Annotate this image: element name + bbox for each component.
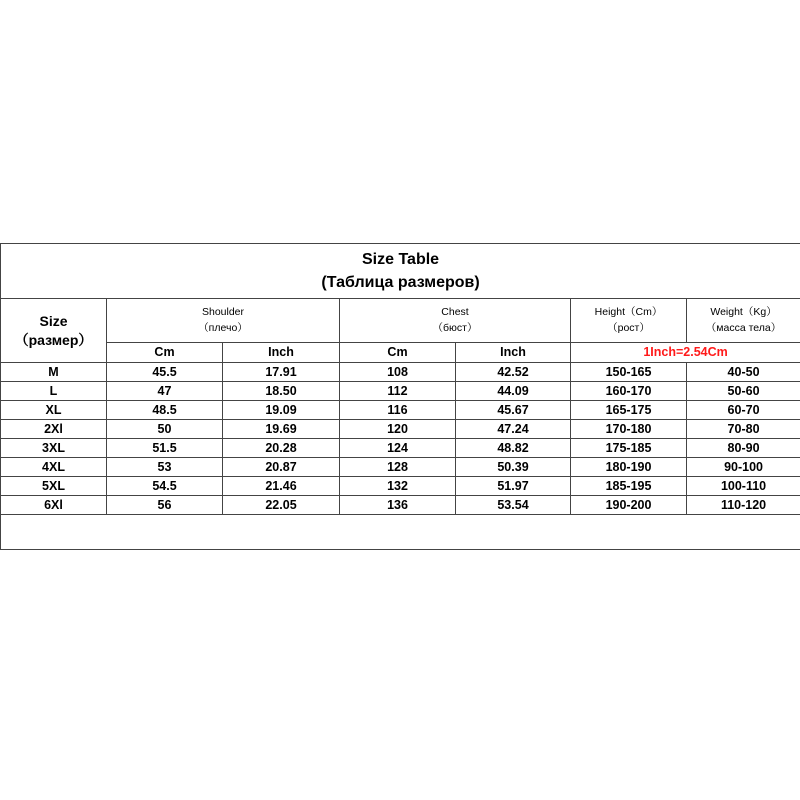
table-row: [1, 477, 800, 496]
cell-chest-cm: 136: [340, 496, 456, 515]
chest-header-label: Chest: [441, 306, 469, 319]
cell-shoulder-cm: 48.5: [107, 401, 223, 420]
cell-size: 6Xl: [1, 496, 107, 515]
shoulder-inch-unit: Inch: [223, 343, 340, 363]
cell-chest-inch: 50.39: [456, 458, 571, 477]
shoulder-column-header: [107, 299, 340, 343]
weight-header-translation: （масса тела）: [705, 321, 782, 334]
cell-weight: 110-120: [687, 496, 800, 515]
shoulder-cm-unit: Cm: [107, 343, 223, 363]
shoulder-header-translation: （плечо）: [198, 321, 248, 334]
cell-shoulder-inch: 18.50: [223, 382, 340, 401]
cell-chest-cm: 120: [340, 420, 456, 439]
table-title: Size Table: [362, 250, 440, 268]
cell-weight: 100-110: [687, 477, 800, 496]
cell-shoulder-inch: 19.69: [223, 420, 340, 439]
cell-weight: 80-90: [687, 439, 800, 458]
cell-chest-inch: 53.54: [456, 496, 571, 515]
cell-size: 2Xl: [1, 420, 107, 439]
table-title-cell: [1, 244, 800, 299]
height-column-header: [571, 299, 687, 343]
shoulder-header-label: Shoulder: [201, 306, 245, 319]
cell-chest-cm: 128: [340, 458, 456, 477]
size-chart: [0, 243, 800, 557]
weight-column-header: [687, 299, 800, 343]
size-column-header: [1, 299, 107, 363]
cell-shoulder-cm: 45.5: [107, 363, 223, 382]
cell-size: 3XL: [1, 439, 107, 458]
cell-height: 190-200: [571, 496, 687, 515]
cell-chest-cm: 108: [340, 363, 456, 382]
cell-shoulder-cm: 54.5: [107, 477, 223, 496]
cell-size: L: [1, 382, 107, 401]
cell-height: 180-190: [571, 458, 687, 477]
cell-height: 175-185: [571, 439, 687, 458]
cell-chest-cm: 132: [340, 477, 456, 496]
weight-header-label: Weight（Kg）: [710, 306, 777, 319]
cell-chest-inch: 42.52: [456, 363, 571, 382]
chest-column-header: [340, 299, 571, 343]
cell-height: 150-165: [571, 363, 687, 382]
cell-chest-inch: 48.82: [456, 439, 571, 458]
cell-height: 185-195: [571, 477, 687, 496]
cell-chest-inch: 45.67: [456, 401, 571, 420]
cell-shoulder-inch: 20.87: [223, 458, 340, 477]
table-row: [1, 439, 800, 458]
chest-cm-unit: Cm: [340, 343, 456, 363]
cell-weight: 60-70: [687, 401, 800, 420]
table-subtitle: (Таблица размеров): [321, 274, 480, 291]
cell-weight: 50-60: [687, 382, 800, 401]
height-header-translation: （рост）: [607, 321, 650, 334]
size-header-translation: （размер）: [14, 331, 93, 348]
cell-shoulder-cm: 56: [107, 496, 223, 515]
size-table: [0, 243, 800, 550]
cell-chest-inch: 47.24: [456, 420, 571, 439]
table-row: [1, 458, 800, 477]
cell-size: 4XL: [1, 458, 107, 477]
cell-chest-cm: 112: [340, 382, 456, 401]
table-row: [1, 420, 800, 439]
table-row: [1, 382, 800, 401]
cell-weight: 90-100: [687, 458, 800, 477]
cell-shoulder-cm: 51.5: [107, 439, 223, 458]
cell-chest-inch: 44.09: [456, 382, 571, 401]
conversion-note: 1Inch=2.54Cm: [571, 343, 800, 363]
empty-footer-row: [1, 515, 800, 550]
cell-shoulder-inch: 21.46: [223, 477, 340, 496]
cell-shoulder-cm: 53: [107, 458, 223, 477]
cell-height: 170-180: [571, 420, 687, 439]
cell-shoulder-inch: 17.91: [223, 363, 340, 382]
cell-weight: 40-50: [687, 363, 800, 382]
cell-shoulder-inch: 22.05: [223, 496, 340, 515]
cell-shoulder-cm: 47: [107, 382, 223, 401]
cell-shoulder-inch: 19.09: [223, 401, 340, 420]
cell-height: 160-170: [571, 382, 687, 401]
cell-weight: 70-80: [687, 420, 800, 439]
table-row: [1, 496, 800, 515]
cell-shoulder-cm: 50: [107, 420, 223, 439]
cell-chest-inch: 51.97: [456, 477, 571, 496]
cell-shoulder-inch: 20.28: [223, 439, 340, 458]
chest-header-translation: （бюст）: [432, 321, 478, 334]
table-row: [1, 363, 800, 382]
cell-chest-cm: 124: [340, 439, 456, 458]
cell-chest-cm: 116: [340, 401, 456, 420]
cell-size: M: [1, 363, 107, 382]
size-header-label: Size: [39, 312, 68, 329]
chest-inch-unit: Inch: [456, 343, 571, 363]
table-row: [1, 401, 800, 420]
height-header-label: Height（Cm）: [594, 306, 663, 319]
cell-height: 165-175: [571, 401, 687, 420]
cell-size: 5XL: [1, 477, 107, 496]
cell-size: XL: [1, 401, 107, 420]
